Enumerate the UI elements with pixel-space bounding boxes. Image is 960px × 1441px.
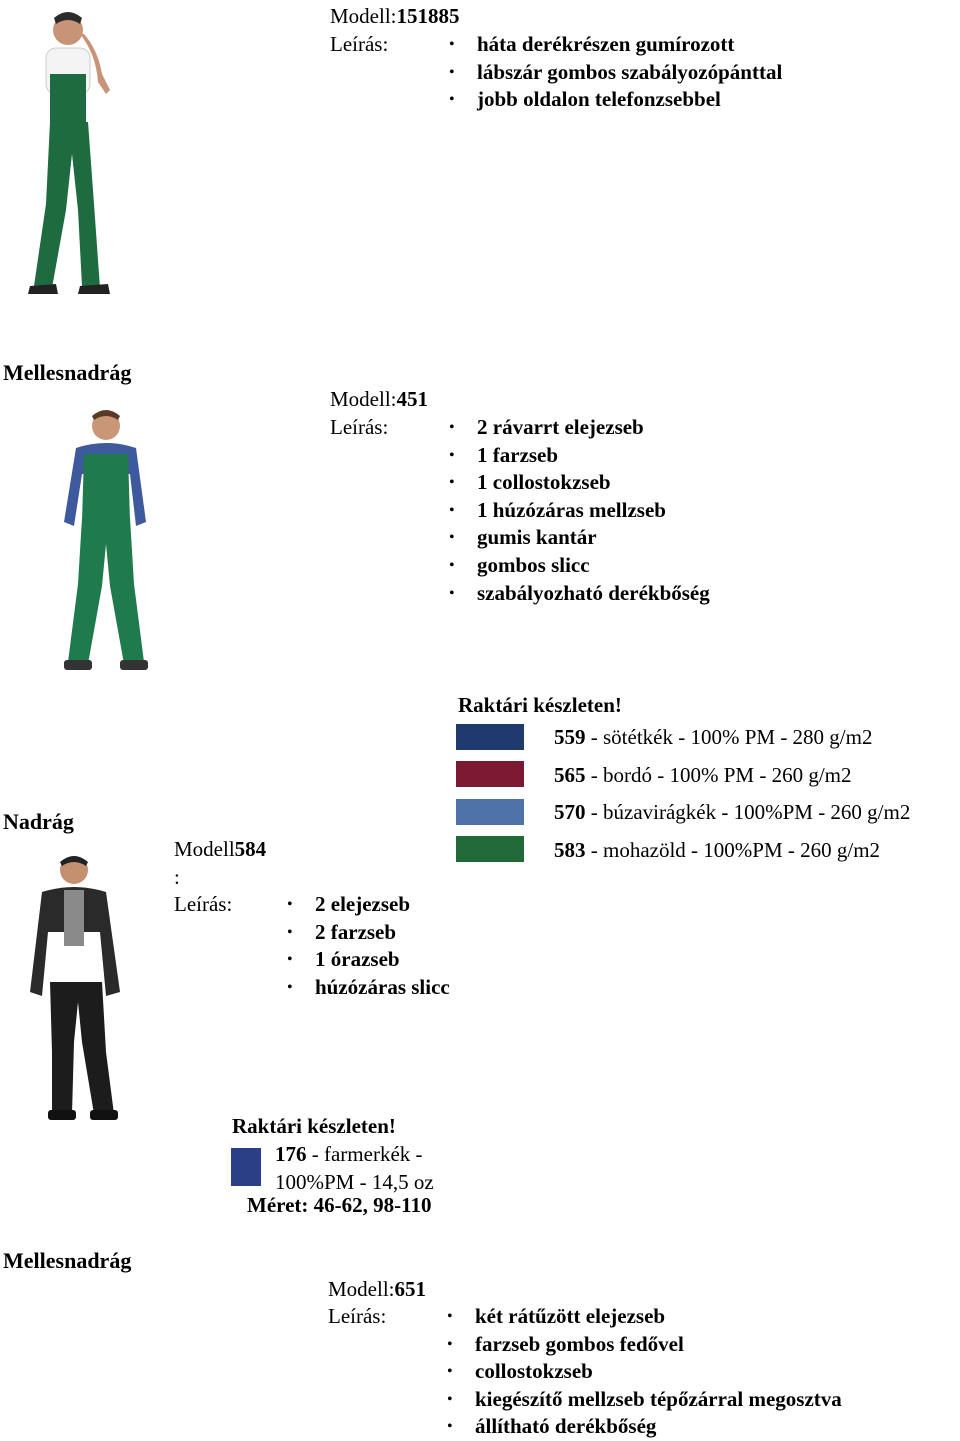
model-label: Modell: <box>330 387 397 411</box>
feature-item: • 1 farzseb <box>449 442 710 470</box>
size-range: Méret: 46-62, 98-110 <box>247 1193 432 1217</box>
color-entry-559 <box>554 724 872 752</box>
category-title-mellesnadrag: Mellesnadrág <box>3 1248 132 1273</box>
model-label-colon: : <box>174 864 180 889</box>
color-description: - mohazöld - 100%PM - 260 g/m2 <box>585 838 881 862</box>
feature-list-651 <box>447 1303 842 1441</box>
color-code: 570 <box>554 800 586 824</box>
feature-item: • jobb oldalon telefonzsebbel <box>449 86 782 114</box>
model-line-151885 <box>330 3 460 31</box>
feature-list-151885 <box>449 31 782 114</box>
feature-item: • 2 rávarrt elejezseb <box>449 414 710 442</box>
color-description: - búzavirágkék - 100%PM - 260 g/m2 <box>585 800 911 824</box>
category-title-nadrag: Nadrág <box>3 809 74 834</box>
color-entry-176 <box>275 1141 434 1196</box>
feature-list-451 <box>449 414 710 607</box>
color-description: - farmerkék - <box>306 1142 423 1166</box>
model-number: 151885 <box>396 4 460 28</box>
model-line-451 <box>330 386 428 414</box>
feature-item: • gombos slicc <box>449 552 710 580</box>
worker-figure-illustration <box>50 404 160 674</box>
color-entry-583 <box>554 837 880 865</box>
color-code: 583 <box>554 838 586 862</box>
color-entry-570 <box>554 799 910 827</box>
description-label: Leírás: <box>174 892 233 916</box>
photo-worker-denim-outfit <box>28 852 138 1124</box>
feature-item: • szabályozható derékbőség <box>449 580 710 608</box>
stock-title: Raktári készleten! <box>232 1114 396 1138</box>
feature-item: • lábszár gombos szabályozópánttal <box>449 59 782 87</box>
model-label: Modell: <box>330 4 397 28</box>
model-label: Modell <box>174 837 235 861</box>
photo-worker-green-bib-overall <box>50 404 160 674</box>
color-swatch-559 <box>456 724 524 750</box>
photo-worker-green-coverall <box>10 4 130 300</box>
feature-item: • két rátűzött elejezseb <box>447 1303 842 1331</box>
description-label: Leírás: <box>330 32 389 56</box>
feature-item: • 2 elejezseb <box>287 891 437 919</box>
feature-item: • gumis kantár <box>449 524 710 552</box>
model-number: 451 <box>396 387 428 411</box>
color-code: 559 <box>554 725 586 749</box>
description-label: Leírás: <box>328 1304 387 1328</box>
feature-item: • 1 collostokzseb <box>449 469 710 497</box>
feature-item: • húzózáras slicc <box>287 974 425 1002</box>
feature-item: • 1 húzózáras mellzseb <box>449 497 710 525</box>
color-code: 565 <box>554 763 586 787</box>
color-code: 176 <box>275 1142 307 1166</box>
model-label: Modell: <box>328 1277 395 1301</box>
model-number: 651 <box>394 1277 426 1301</box>
color-description-line2: 100%PM - 14,5 oz <box>275 1169 434 1194</box>
feature-item: • háta derékrészen gumírozott <box>449 31 782 59</box>
feature-list-584 <box>287 891 450 1001</box>
model-number: 584 <box>234 837 267 861</box>
color-description: - sötétkék - 100% PM - 280 g/m2 <box>585 725 873 749</box>
feature-item: • 1 órazseb <box>287 946 437 974</box>
feature-item: • kiegészítő mellzseb tépőzárral megosztva <box>447 1386 842 1414</box>
color-swatch-565 <box>456 761 524 787</box>
color-swatch-583 <box>456 836 524 862</box>
worker-figure-illustration <box>10 4 130 300</box>
feature-item: • állítható derékbőség <box>447 1413 842 1441</box>
color-description: - bordó - 100% PM - 260 g/m2 <box>585 763 852 787</box>
worker-figure-illustration <box>28 852 138 1124</box>
category-title-mellesnadrag: Mellesnadrág <box>3 360 132 385</box>
model-line-584 <box>174 836 266 891</box>
feature-item: • 2 farzseb <box>287 919 437 947</box>
description-label: Leírás: <box>330 415 389 439</box>
feature-item: • farzseb gombos fedővel <box>447 1331 842 1359</box>
color-entry-565 <box>554 762 852 790</box>
color-swatch-570 <box>456 799 524 825</box>
feature-item: • collostokzseb <box>447 1358 842 1386</box>
stock-title: Raktári készleten! <box>458 693 622 717</box>
color-swatch-176 <box>231 1148 261 1186</box>
model-line-651 <box>328 1276 426 1304</box>
